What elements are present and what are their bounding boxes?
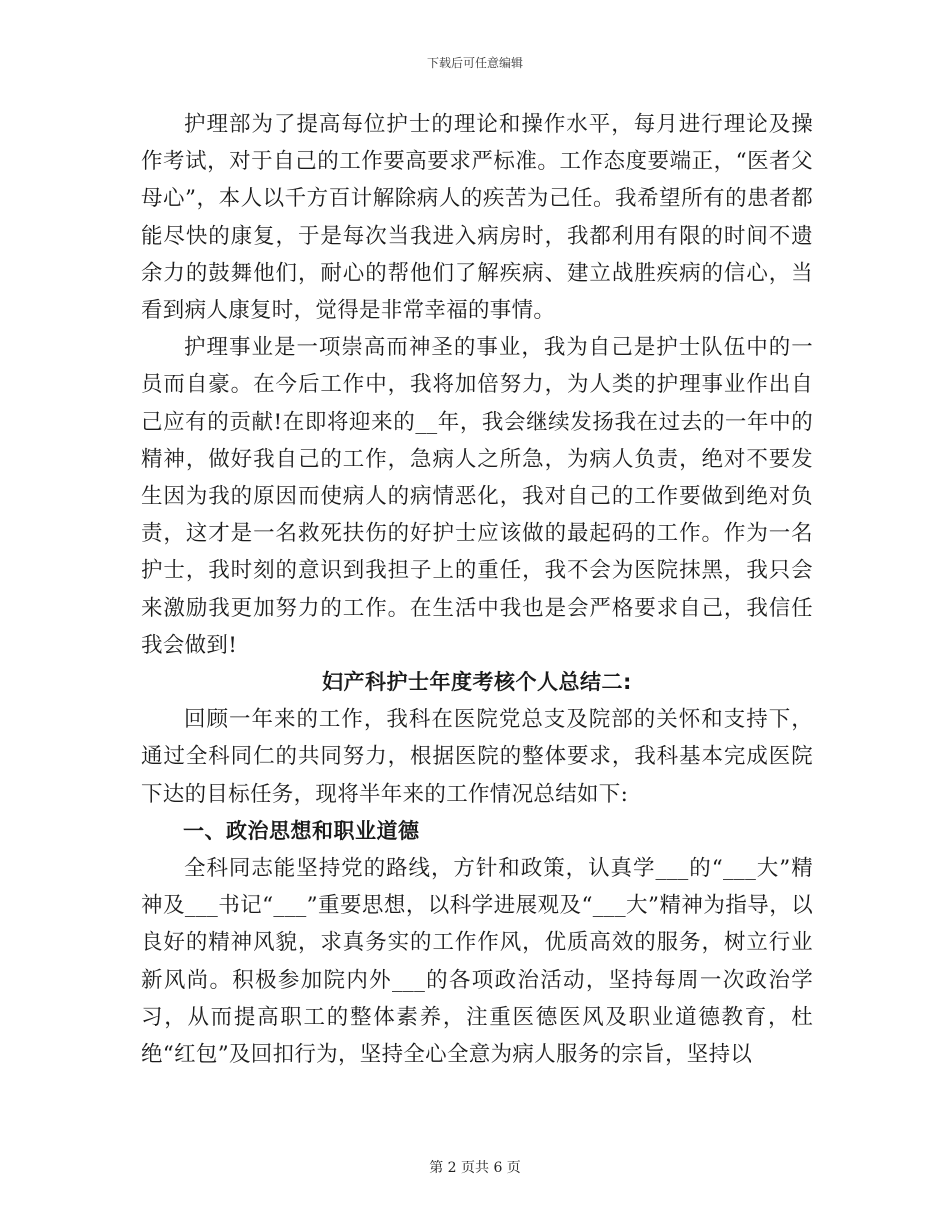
section-title-summary-two: 妇产科护士年度考核个人总结二: [322, 670, 632, 695]
paragraph-review-intro: 回顾一年来的工作，我科在医院党总支及院部的关怀和支持下，通过全科同仁的共同努力，根据医院的整体要求，我科基本完成医院下达的目标任务，现将半年来的工作情况总结如下: [141, 707, 813, 807]
paragraph-nursing-career: 护理事业是一项崇高而神圣的事业，我为自己是护士队伍中的一员而自豪。在今后工作中，我将加倍努力，为人类的护理事业作出自己应有的贡献!在即将迎来的__年，我会继续发扬我在过去的一年中的精神，做好我自己的工作，急病人之所急，为病人负责，绝对不要发生因为我的原因而使病人的病情恶化，我对自己的工作要做到绝对负责，这才是一名救死扶伤的好护士应该做的最起码的工作。作为一名护士，我时刻的意识到我担子上的重任，我不会为医院抹黑，我只会来激励我更加努力的工作。在生活中我也是会严格要求自己，我信任我会做到! [141, 335, 813, 658]
paragraph-nursing-standards: 护理部为了提高每位护士的理论和操作水平，每月进行理论及操作考试，对于自己的工作要高要求严标准。工作态度要端正，“医者父母心”，本人以千方百计解除病人的疾苦为己任。我希望所有的患者都能尽快的康复，于是每次当我进入病房时，我都利用有限的时间不遗余力的鼓舞他们，耐心的帮他们了解疾病、建立战胜疾病的信心，当看到病人康复时，觉得是非常幸福的事情。 [141, 112, 813, 324]
page-header: 下载后可任意编辑 [426, 56, 523, 70]
page-number: 第 2 页共 6 页 [429, 1160, 521, 1176]
section-heading-politics-ethics: 一、政治思想和职业道德 [183, 818, 420, 843]
document-body [141, 106, 813, 1073]
paragraph-politics-ethics: 全科同志能坚持党的路线，方针和政策，认真学___的“___大”精神及___书记“___”重要思想，以科学进展观及“___大”精神为指导，以良好的精神风貌，求真务实的工作作风，优质高效的服务，树立行业新风尚。积极参加院内外___的各项政治活动，坚持每周一次政治学习，从而提高职工的整体素养，注重医德医风及职业道德教育，杜绝“红包”及回扣行为，坚持全心全意为病人服务的宗旨，坚持以 [141, 856, 813, 1068]
